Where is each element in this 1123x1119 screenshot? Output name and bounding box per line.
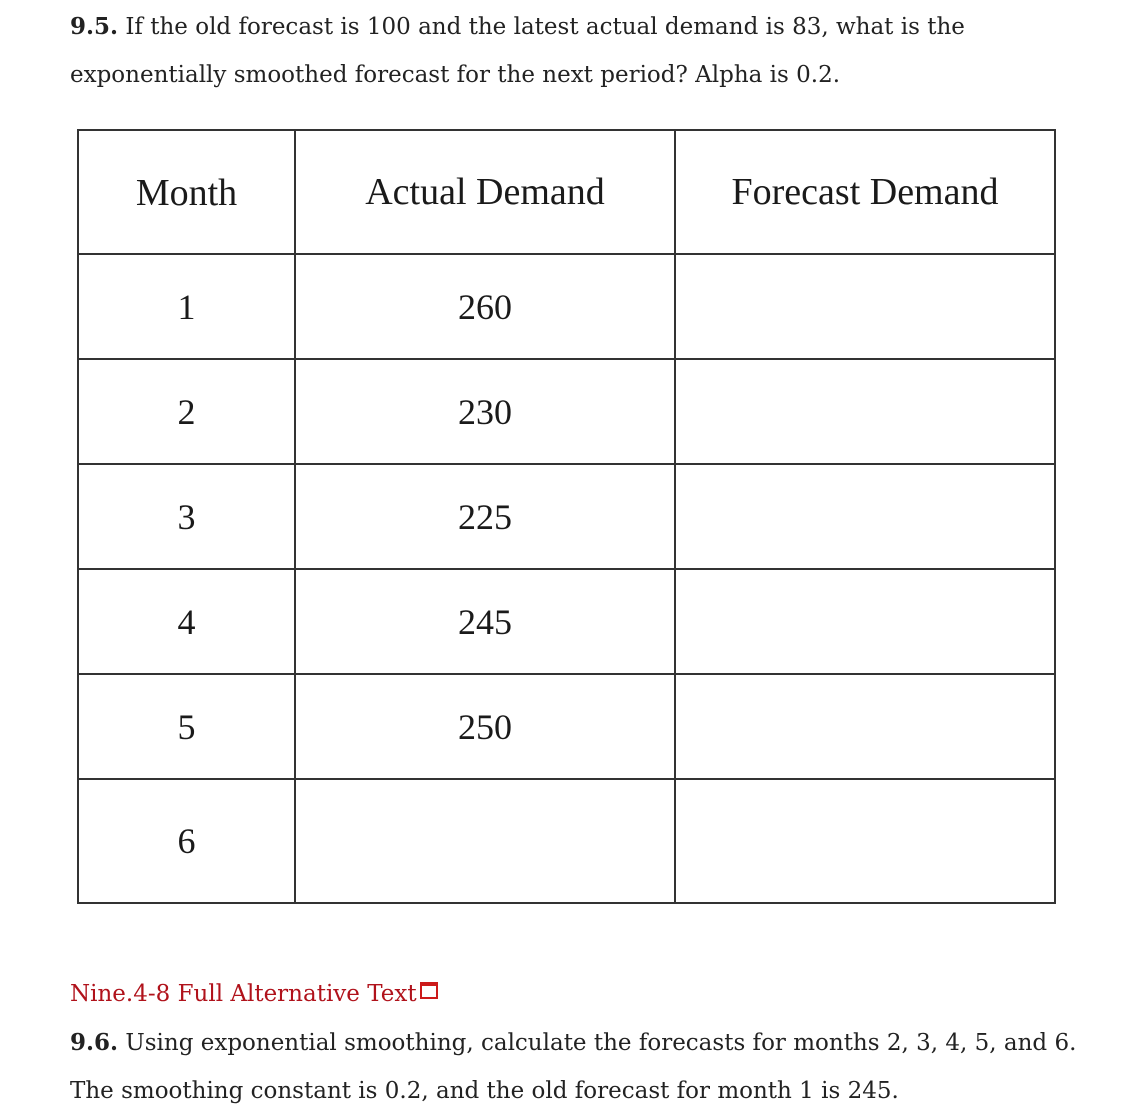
question-9-6-text: Using exponential smoothing, calculate the forecasts for months 2, 3, 4, 5, and 6. The smoothing constant is 0.2, and the old forecast for month 1 is 245. bbox=[70, 1030, 1077, 1104]
demand-table bbox=[77, 129, 1054, 893]
month-cell: 3 bbox=[78, 464, 295, 569]
forecast-demand-cell bbox=[675, 254, 1055, 359]
actual-demand-cell bbox=[295, 779, 675, 903]
actual-demand-cell: 260 bbox=[295, 254, 675, 359]
question-9-5-number: 9.5. bbox=[70, 13, 119, 40]
question-9-6 bbox=[70, 1019, 1080, 1115]
question-9-6-number: 9.6. bbox=[70, 1029, 119, 1056]
forecast-demand-cell bbox=[675, 779, 1055, 903]
actual-demand-cell: 245 bbox=[295, 569, 675, 674]
forecast-demand-cell bbox=[675, 464, 1055, 569]
table-row bbox=[78, 254, 1055, 359]
actual-demand-cell: 250 bbox=[295, 674, 675, 779]
full-alternative-text-label[interactable]: Nine.4-8 Full Alternative Text bbox=[70, 981, 417, 1007]
month-cell: 5 bbox=[78, 674, 295, 779]
month-cell: 6 bbox=[78, 779, 295, 903]
table-row bbox=[78, 674, 1055, 779]
actual-demand-cell: 230 bbox=[295, 359, 675, 464]
table-header-row bbox=[78, 130, 1055, 254]
forecast-demand-cell bbox=[675, 359, 1055, 464]
month-cell: 4 bbox=[78, 569, 295, 674]
actual-demand-cell: 225 bbox=[295, 464, 675, 569]
forecast-demand-cell bbox=[675, 674, 1055, 779]
forecast-demand-cell bbox=[675, 569, 1055, 674]
table-row bbox=[78, 569, 1055, 674]
table-row bbox=[78, 464, 1055, 569]
external-link-icon[interactable] bbox=[420, 982, 438, 999]
full-alternative-text-link[interactable] bbox=[70, 976, 438, 1012]
question-9-5-text: If the old forecast is 100 and the latest actual demand is 83, what is the exponentially smoothed forecast for the next period? Alpha is 0.2. bbox=[70, 14, 965, 88]
table-row bbox=[78, 359, 1055, 464]
question-9-5 bbox=[70, 3, 1070, 99]
header-month: Month bbox=[78, 130, 295, 254]
table-row bbox=[78, 779, 1055, 903]
month-cell: 2 bbox=[78, 359, 295, 464]
header-forecast-demand: Forecast Demand bbox=[675, 130, 1055, 254]
header-actual-demand: Actual Demand bbox=[295, 130, 675, 254]
month-cell: 1 bbox=[78, 254, 295, 359]
